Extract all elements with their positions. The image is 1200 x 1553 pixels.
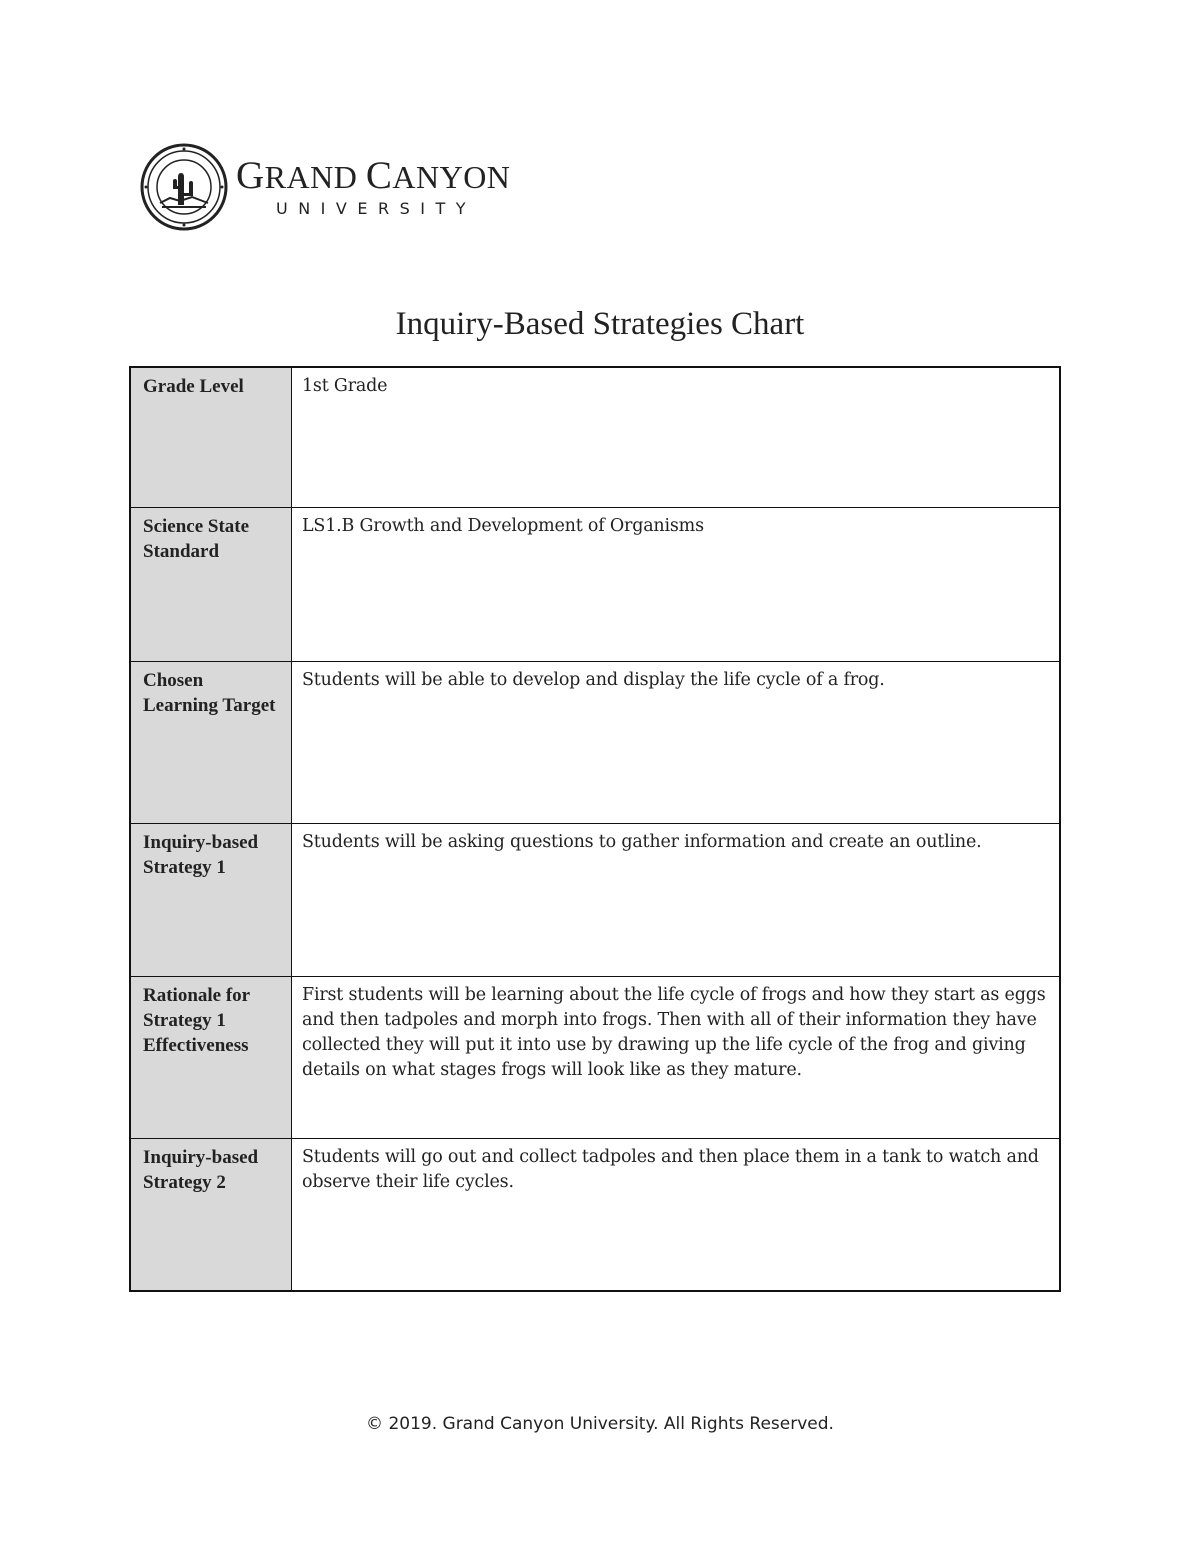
table-row xyxy=(130,367,1060,507)
row-label: Chosen Learning Target xyxy=(130,661,292,823)
document-title: Inquiry-Based Strategies Chart xyxy=(395,306,805,342)
copyright-footer: © 2019. Grand Canyon University. All Rights Reserved. xyxy=(366,1414,834,1434)
table-row xyxy=(130,661,1060,823)
row-label: Rationale for Strategy 1 Effectiveness xyxy=(130,976,292,1138)
university-subtitle: UNIVERSITY xyxy=(276,199,476,218)
university-name: GRAND CANYON xyxy=(236,154,511,197)
row-value: LS1.B Growth and Development of Organisms xyxy=(292,507,1061,661)
university-seal-icon xyxy=(140,143,228,231)
row-value: 1st Grade xyxy=(292,367,1061,507)
row-label: Inquiry-based Strategy 1 xyxy=(130,823,292,976)
row-value: First students will be learning about the life cycle of frogs and how they start as eggs and then tadpoles and morph into frogs. Then with all of their information they have collected they will put it into use by drawing up the life cycle of the frog and giving details on what stages frogs will look like as they mature. xyxy=(292,976,1061,1138)
strategies-table xyxy=(129,366,1061,1292)
row-label: Grade Level xyxy=(130,367,292,507)
row-value: Students will go out and collect tadpoles and then place them in a tank to watch and observe their life cycles. xyxy=(292,1138,1061,1291)
row-label: Science State Standard xyxy=(130,507,292,661)
row-value: Students will be asking questions to gather information and create an outline. xyxy=(292,823,1061,976)
row-label: Inquiry-based Strategy 2 xyxy=(130,1138,292,1291)
table-row xyxy=(130,507,1060,661)
row-value: Students will be able to develop and display the life cycle of a frog. xyxy=(292,661,1061,823)
table-row xyxy=(130,823,1060,976)
university-logo xyxy=(140,142,540,232)
table-row xyxy=(130,976,1060,1138)
university-wordmark xyxy=(236,156,510,218)
table-row xyxy=(130,1138,1060,1291)
